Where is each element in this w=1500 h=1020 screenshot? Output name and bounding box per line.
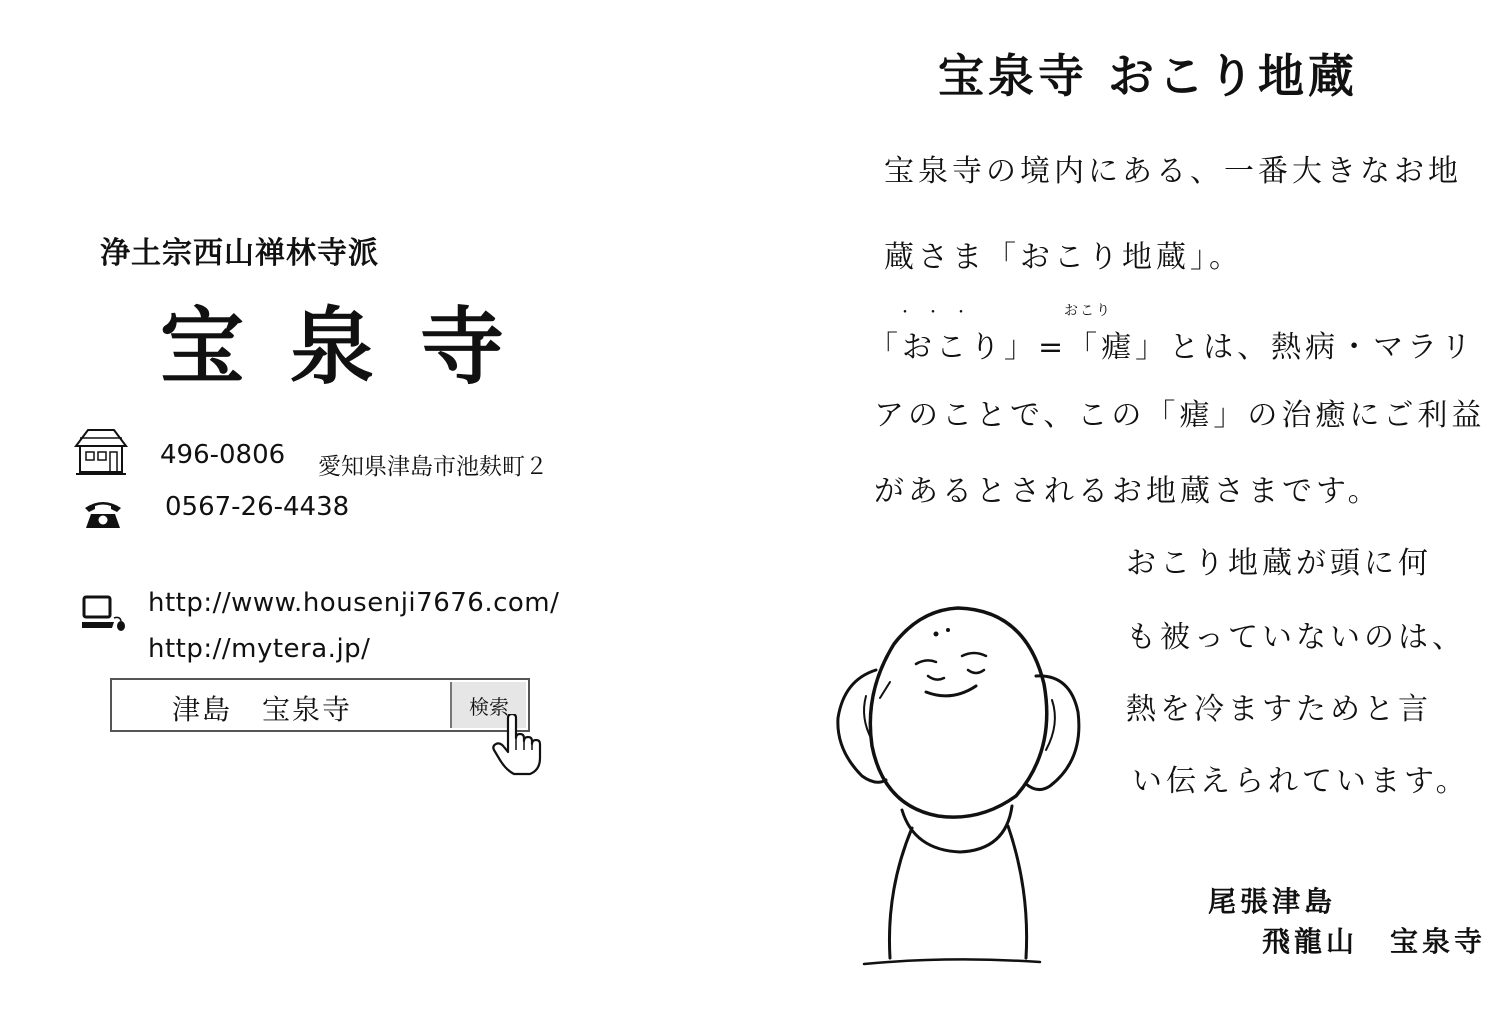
paragraph-2-part-a: 「おこり」=「: [868, 330, 1102, 365]
page-title: 宝泉寺 おこり地蔵: [938, 49, 1359, 103]
okori-kanji: 瘧: [1101, 330, 1136, 365]
paragraph-3-line-2: も被っていないのは、: [1126, 620, 1466, 655]
paragraph-2-line-2: アのことで、この「瘧」の治癒にご利益: [874, 398, 1486, 433]
paragraph-2-line-1: [868, 322, 1475, 366]
paragraph-1-line-2: 蔵さま「おこり地蔵」。: [884, 240, 1243, 275]
paragraph-1-line-1: 宝泉寺の境内にある、一番大きなお地: [884, 154, 1462, 189]
signature-line-1: 尾張津島: [1208, 885, 1337, 918]
paragraph-3-line-3: 熱を冷ますためと言: [1126, 692, 1432, 727]
paragraph-3-line-1: おこり地蔵が頭に何: [1126, 546, 1432, 581]
house-icon: [74, 426, 128, 476]
search-input[interactable]: 津島 宝泉寺: [172, 693, 353, 726]
website-link[interactable]: http://www.housenji7676.com/: [148, 588, 560, 618]
computer-icon: [80, 594, 128, 634]
search-box[interactable]: [110, 678, 530, 732]
search-button-label: 検索: [469, 694, 509, 719]
ruby-okori: おこり: [1064, 303, 1112, 319]
address: 愛知県津島市池麸町２: [318, 454, 548, 480]
jizo-illustration: [830, 600, 1100, 980]
signature-line-2: 飛龍山 宝泉寺: [1262, 925, 1487, 958]
temple-name: 宝泉寺: [160, 297, 551, 396]
paragraph-2-line-3: があるとされるお地蔵さまです。: [874, 474, 1382, 509]
mytera-link[interactable]: http://mytera.jp/: [148, 634, 371, 664]
pointer-hand-icon: [492, 714, 552, 776]
paragraph-3-line-4: い伝えられています。: [1132, 764, 1470, 799]
sect-name: 浄土宗西山禅林寺派: [100, 236, 379, 271]
paragraph-2-part-b: 」とは、熱病・マラリ: [1135, 330, 1476, 365]
emphasis-dots: ・​ ・ ・: [898, 305, 968, 321]
phone-number[interactable]: 0567-26-4438: [165, 492, 350, 522]
telephone-icon: [82, 498, 124, 530]
postal-code: 496-0806: [160, 440, 286, 470]
